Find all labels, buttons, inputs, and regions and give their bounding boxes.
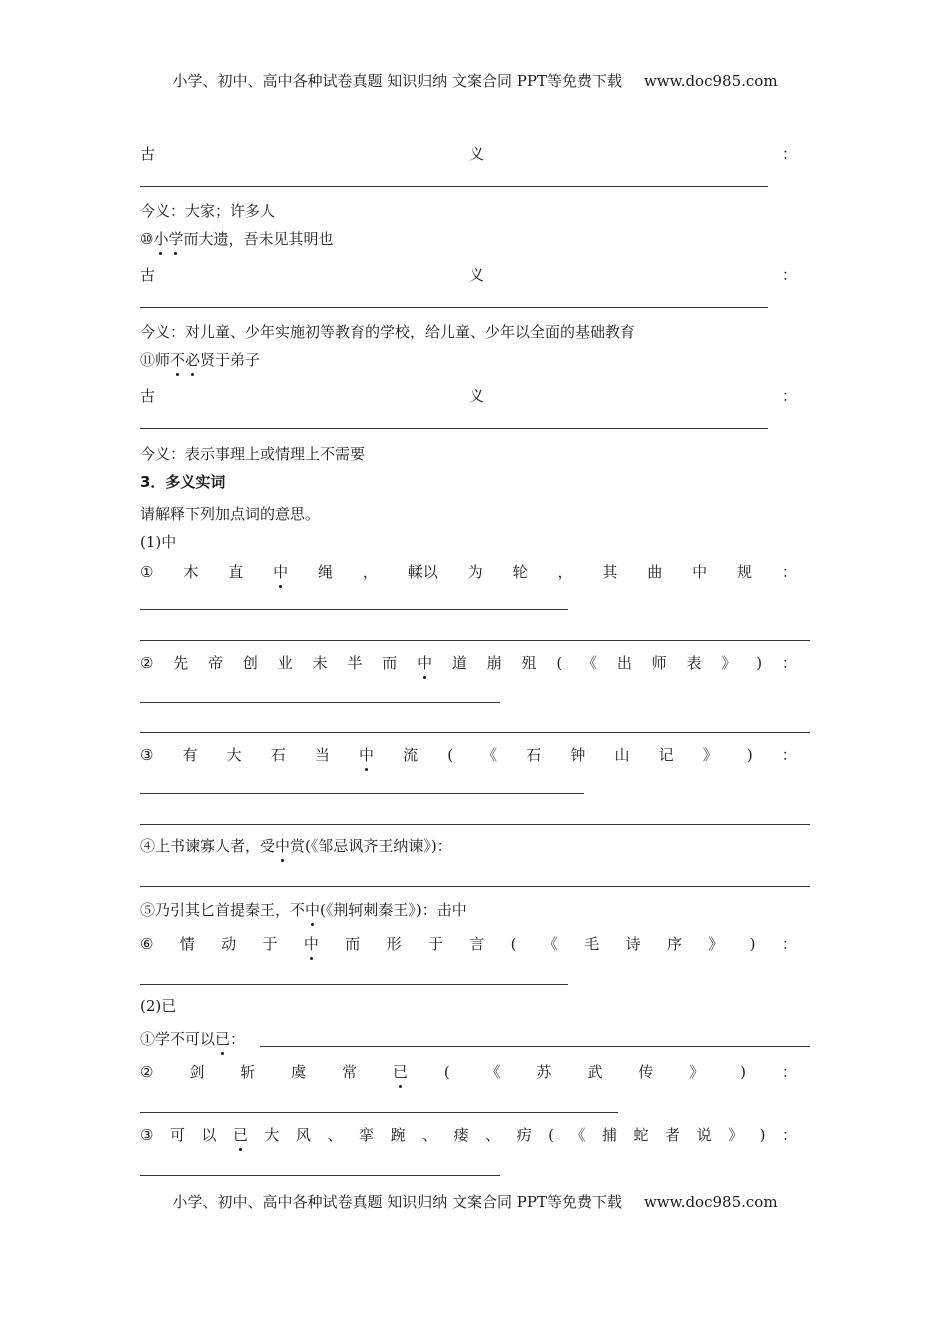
question-char: 先 (173, 654, 189, 672)
question-char: 》 (721, 654, 737, 672)
question-char: ) (749, 935, 756, 953)
question-char: 记 (658, 746, 674, 764)
jinyi-9: 今义：大家；许多人 (140, 202, 276, 220)
question-char: ③ (140, 1126, 154, 1144)
question-char: 、 (485, 1126, 501, 1144)
question-char: 序 (666, 935, 682, 953)
question-char: 曲 (647, 563, 663, 581)
question-char: 情 (179, 935, 195, 953)
question-char: 于 (427, 935, 443, 953)
question-char: 山 (614, 746, 630, 764)
question-char: 钟 (570, 746, 586, 764)
question-1-3 (140, 745, 797, 765)
question-char: 言 (469, 935, 485, 953)
question-char: ( (510, 935, 517, 953)
gu-yi-row-10 (140, 265, 797, 285)
question-char: 为 (467, 563, 483, 581)
question-char: 殂 (521, 654, 537, 672)
question-char: 半 (347, 654, 363, 672)
dotted-char: 学 (168, 230, 184, 248)
dotted-char: 小 (153, 230, 169, 248)
answer-line[interactable] (140, 1175, 500, 1176)
question-char: 挛 (359, 1126, 375, 1144)
question-1-5: ⑤乃引其匕首提秦王，不中(《荆轲刺秦王》)：击中 (140, 901, 467, 919)
question-char: 輮以 (407, 563, 438, 581)
question-char: ： (781, 1063, 797, 1081)
colon: ： (781, 145, 797, 163)
question-char: 《 (570, 1126, 586, 1144)
group-label-zhong: (1)中 (140, 533, 177, 551)
answer-line[interactable] (140, 793, 584, 794)
question-char: 》 (728, 1126, 744, 1144)
gu-yi-row-9 (140, 144, 797, 164)
question-char: 绳 (318, 563, 334, 581)
question-char: ) (740, 1063, 747, 1081)
question-char: 》 (689, 1063, 705, 1081)
dotted-char: 中 (305, 901, 321, 919)
question-char: ： (781, 563, 797, 581)
question-2-1: ①学不可以已： (140, 1030, 246, 1048)
question-char: 蛇 (633, 1126, 649, 1144)
question-char: 虞 (291, 1063, 307, 1081)
question-char: ① (140, 563, 154, 581)
page-footer (0, 1191, 950, 1212)
question-char: 规 (737, 563, 753, 581)
question-char: 表 (686, 654, 702, 672)
question-char: ： (781, 935, 797, 953)
answer-line[interactable] (140, 702, 500, 703)
answer-line[interactable] (140, 984, 568, 985)
question-char: 其 (602, 563, 618, 581)
question-char: 石 (526, 746, 542, 764)
question-1-1 (140, 562, 797, 582)
jinyi-11: 今义：表示事理上或情理上不需要 (140, 445, 366, 463)
question-char: 石 (270, 746, 286, 764)
question-char: ) (746, 746, 753, 764)
question-char: 诗 (625, 935, 641, 953)
question-char: ( (443, 1063, 450, 1081)
question-char: 剑 (189, 1063, 205, 1081)
question-char: 轮 (512, 563, 528, 581)
group-label-yi: (2)已 (140, 997, 177, 1015)
dotted-char: 不 (170, 351, 186, 369)
question-char: 大 (226, 746, 242, 764)
question-char: 常 (342, 1063, 358, 1081)
answer-line[interactable] (140, 640, 810, 641)
yi-label: 义 (468, 266, 484, 284)
question-char: 说 (696, 1126, 712, 1144)
dotted-char: 必 (185, 351, 201, 369)
question-char: 以 (201, 1126, 217, 1144)
dotted-char: 中 (275, 837, 291, 855)
question-1-2 (140, 653, 797, 673)
question-char: 而 (382, 654, 398, 672)
question-char: 武 (587, 1063, 603, 1081)
answer-line[interactable] (140, 428, 768, 429)
colon: ： (781, 266, 797, 284)
question-char: 《 (542, 935, 558, 953)
question-char: 可 (169, 1126, 185, 1144)
question-char: 风 (296, 1126, 312, 1144)
dotted-char: 已 (392, 1063, 408, 1081)
dotted-char: 中 (417, 654, 433, 672)
header-text: 小学、初中、高中各种试卷真题 知识归纳 文案合同 PPT等免费下载 (172, 72, 622, 90)
question-char: 动 (221, 935, 237, 953)
dotted-char: 中 (273, 563, 289, 581)
item-11: ⑪师不必贤于弟子 (140, 351, 261, 369)
yi-label: 义 (468, 387, 484, 405)
dotted-char: 中 (303, 935, 319, 953)
question-char: 传 (638, 1063, 654, 1081)
question-char: 、 (422, 1126, 438, 1144)
question-char: 有 (182, 746, 198, 764)
question-2-2 (140, 1062, 797, 1082)
question-2-3 (140, 1125, 797, 1145)
question-char: 疠 (516, 1126, 532, 1144)
question-char: 帝 (208, 654, 224, 672)
question-char: ( (548, 1126, 554, 1144)
question-char: ( (447, 746, 454, 764)
instruction: 请解释下列加点词的意思。 (140, 505, 321, 523)
dotted-char: 已 (215, 1030, 231, 1048)
question-char: 出 (616, 654, 632, 672)
question-char: 苏 (536, 1063, 552, 1081)
question-char: ) (759, 1126, 766, 1144)
answer-line[interactable] (140, 307, 768, 308)
answer-line[interactable] (140, 186, 768, 187)
question-char: 者 (665, 1126, 681, 1144)
question-char: ： (781, 1126, 797, 1144)
gu-label: 古 (140, 145, 156, 163)
question-char: 于 (262, 935, 278, 953)
question-char: 毛 (584, 935, 600, 953)
question-char: ② (140, 1063, 154, 1081)
answer-line[interactable] (140, 886, 810, 887)
question-char: 大 (264, 1126, 280, 1144)
question-char: 流 (403, 746, 419, 764)
question-char: 》 (702, 746, 718, 764)
question-char: ( (556, 654, 563, 672)
question-char: ： (781, 654, 797, 672)
question-char: 直 (228, 563, 244, 581)
dotted-char: 中 (358, 746, 374, 764)
gu-yi-row-11 (140, 386, 797, 406)
question-char: 踠 (390, 1126, 406, 1144)
item-10: ⑩小学而大遗，吾未见其明也 (140, 230, 334, 248)
question-char: 道 (451, 654, 467, 672)
question-char: ③ (140, 746, 154, 764)
header-site: www.doc985.com (643, 72, 778, 90)
question-char: 创 (242, 654, 258, 672)
question-char: 当 (314, 746, 330, 764)
answer-line[interactable] (260, 1046, 810, 1047)
question-char: 瘘 (453, 1126, 469, 1144)
gu-label: 古 (140, 266, 156, 284)
question-char: 形 (386, 935, 402, 953)
question-char: ⑥ (140, 935, 154, 953)
question-char: ， (362, 563, 378, 581)
question-char: 《 (482, 746, 498, 764)
question-char: 斩 (240, 1063, 256, 1081)
section-title: 3．多义实词 (140, 473, 226, 491)
question-char: ) (756, 654, 763, 672)
yi-label: 义 (468, 145, 484, 163)
question-char: 《 (582, 654, 598, 672)
gu-label: 古 (140, 387, 156, 405)
question-char: 崩 (486, 654, 502, 672)
jinyi-10: 今义：对儿童、少年实施初等教育的学校，给儿童、少年以全面的基础教育 (140, 323, 636, 341)
answer-line[interactable] (140, 609, 568, 610)
question-1-6 (140, 934, 797, 954)
answer-line[interactable] (140, 732, 810, 733)
footer-site: www.doc985.com (643, 1193, 778, 1211)
question-char: ， (557, 563, 573, 581)
page-header (0, 70, 950, 91)
question-char: ： (781, 746, 797, 764)
dotted-char: 已 (232, 1126, 248, 1144)
question-char: 师 (651, 654, 667, 672)
question-char: ② (140, 654, 154, 672)
question-char: 业 (277, 654, 293, 672)
answer-line[interactable] (140, 1112, 618, 1113)
question-char: 、 (327, 1126, 343, 1144)
answer-line[interactable] (140, 824, 810, 825)
question-char: 木 (183, 563, 199, 581)
question-char: 中 (692, 563, 708, 581)
question-char: 而 (345, 935, 361, 953)
question-char: 《 (485, 1063, 501, 1081)
footer-text: 小学、初中、高中各种试卷真题 知识归纳 文案合同 PPT等免费下载 (172, 1193, 622, 1211)
question-char: 未 (312, 654, 328, 672)
question-char: 捕 (602, 1126, 618, 1144)
colon: ： (781, 387, 797, 405)
question-char: 》 (708, 935, 724, 953)
question-1-4: ④上书谏寡人者，受中赏(《邹忌讽齐王纳谏》)： (140, 837, 452, 855)
